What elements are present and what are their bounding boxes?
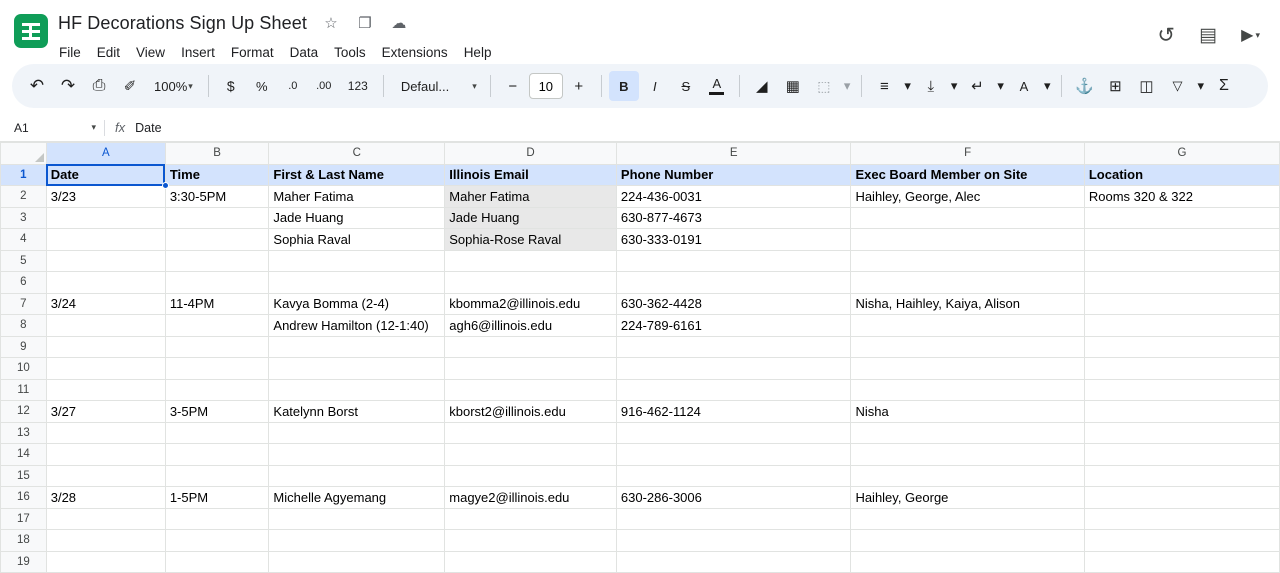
chevron-down-icon[interactable]: ▾ xyxy=(904,78,911,93)
row-header-3[interactable]: 3 xyxy=(1,207,47,229)
text-rotation-icon[interactable]: A xyxy=(1019,78,1029,94)
cell[interactable] xyxy=(269,358,445,380)
cell[interactable] xyxy=(616,444,851,466)
menu-help[interactable]: Help xyxy=(463,45,492,60)
cell[interactable] xyxy=(269,551,445,573)
increase-font-size-button[interactable]: + xyxy=(574,77,584,95)
cell[interactable] xyxy=(165,551,269,573)
cell[interactable] xyxy=(165,336,269,358)
row-header-5[interactable]: 5 xyxy=(1,250,47,272)
table-row xyxy=(1,465,1280,487)
row-header-14[interactable]: 14 xyxy=(1,444,47,466)
cell[interactable]: Nisha xyxy=(851,401,1084,423)
cell[interactable] xyxy=(445,336,617,358)
text-color-letter: A xyxy=(712,76,722,91)
header-cell[interactable]: Phone Number xyxy=(616,164,851,186)
borders-icon[interactable]: ▦ xyxy=(785,78,800,95)
cell[interactable] xyxy=(46,250,165,272)
insert-comment-icon[interactable]: ⊞ xyxy=(1109,78,1122,95)
cell[interactable] xyxy=(46,508,165,530)
header-cell[interactable]: Date xyxy=(46,164,165,186)
functions-icon[interactable]: Σ xyxy=(1219,77,1229,94)
title-bar xyxy=(0,0,1280,64)
table-row xyxy=(1,358,1280,380)
column-header-row xyxy=(1,143,1280,165)
chevron-down-icon: ▾ xyxy=(91,122,96,132)
row-header-9[interactable]: 9 xyxy=(1,336,47,358)
cell[interactable]: 3/27 xyxy=(46,401,165,423)
divider xyxy=(601,75,602,97)
column-header-d[interactable]: D xyxy=(445,143,617,165)
menu-file[interactable]: File xyxy=(59,45,81,60)
header-cell[interactable]: First & Last Name xyxy=(269,164,445,186)
menu-insert[interactable]: Insert xyxy=(181,45,215,60)
cell[interactable] xyxy=(616,379,851,401)
cell[interactable] xyxy=(1084,293,1279,315)
cell[interactable]: 3/23 xyxy=(46,186,165,208)
cell[interactable] xyxy=(851,207,1084,229)
cell[interactable] xyxy=(616,551,851,573)
table-row xyxy=(1,487,1280,509)
google-sheets-logo[interactable] xyxy=(14,14,48,48)
divider xyxy=(208,75,209,97)
table-row xyxy=(1,444,1280,466)
cell[interactable]: Sophia-Rose Raval xyxy=(445,229,617,251)
cell[interactable] xyxy=(1084,444,1279,466)
row-header-6[interactable]: 6 xyxy=(1,272,47,294)
cell[interactable] xyxy=(445,551,617,573)
table-row xyxy=(1,315,1280,337)
cell[interactable] xyxy=(1084,358,1279,380)
column-header-e[interactable]: E xyxy=(616,143,851,165)
cell[interactable] xyxy=(851,379,1084,401)
cell[interactable] xyxy=(445,508,617,530)
cell[interactable] xyxy=(46,444,165,466)
chevron-down-icon[interactable]: ▾ xyxy=(1043,78,1051,93)
currency-format-button[interactable]: $ xyxy=(226,78,235,94)
cell[interactable]: 3-5PM xyxy=(165,401,269,423)
cell[interactable] xyxy=(46,272,165,294)
table-row xyxy=(1,186,1280,208)
row-header-19[interactable]: 19 xyxy=(1,551,47,573)
toolbar xyxy=(12,64,1268,108)
cell[interactable]: kborst2@illinois.edu xyxy=(445,401,617,423)
italic-button[interactable]: I xyxy=(653,78,657,94)
cell[interactable] xyxy=(1084,508,1279,530)
cell[interactable] xyxy=(851,444,1084,466)
cell[interactable] xyxy=(1084,422,1279,444)
cell[interactable] xyxy=(445,465,617,487)
cell[interactable]: Andrew Hamilton (12-1:40) xyxy=(269,315,445,337)
row-header-12[interactable]: 12 xyxy=(1,401,47,423)
cell[interactable]: Katelynn Borst xyxy=(269,401,445,423)
cell[interactable] xyxy=(46,422,165,444)
select-all-corner[interactable] xyxy=(1,143,47,165)
cell[interactable]: Haihley, George, Alec xyxy=(851,186,1084,208)
cell[interactable] xyxy=(165,422,269,444)
cell[interactable] xyxy=(1084,207,1279,229)
menu-view[interactable]: View xyxy=(136,45,166,60)
row-header-17[interactable]: 17 xyxy=(1,508,47,530)
chevron-down-icon[interactable]: ▾ xyxy=(997,78,1004,93)
cell[interactable] xyxy=(445,358,617,380)
increase-decimal-button[interactable]: .00 xyxy=(316,80,332,92)
header-cell[interactable]: Location xyxy=(1084,164,1279,186)
cell[interactable]: 224-789-6161 xyxy=(616,315,851,337)
cell[interactable] xyxy=(851,250,1084,272)
cell[interactable] xyxy=(46,551,165,573)
cell[interactable] xyxy=(46,229,165,251)
cell[interactable] xyxy=(445,272,617,294)
insert-chart-icon[interactable]: ◫ xyxy=(1139,78,1154,95)
table-row xyxy=(1,379,1280,401)
cell[interactable] xyxy=(165,315,269,337)
chevron-down-icon: ▾ xyxy=(188,80,193,91)
cell[interactable] xyxy=(165,465,269,487)
video-camera-icon: ▶ xyxy=(1241,27,1254,44)
cell[interactable] xyxy=(616,422,851,444)
title-block xyxy=(58,8,1147,63)
chevron-down-icon: ▾ xyxy=(472,80,477,91)
sheet-table xyxy=(0,142,1280,573)
cell[interactable] xyxy=(1084,229,1279,251)
cell[interactable]: 630-877-4673 xyxy=(616,207,851,229)
cell[interactable] xyxy=(269,444,445,466)
cell[interactable]: 11-4PM xyxy=(165,293,269,315)
cell[interactable] xyxy=(1084,530,1279,552)
row-header-18[interactable]: 18 xyxy=(1,530,47,552)
cell[interactable] xyxy=(1084,401,1279,423)
cell[interactable] xyxy=(269,250,445,272)
cell[interactable] xyxy=(851,315,1084,337)
cell[interactable] xyxy=(165,379,269,401)
cell[interactable]: Maher Fatima xyxy=(269,186,445,208)
divider xyxy=(490,75,491,97)
cell[interactable] xyxy=(165,444,269,466)
cell[interactable] xyxy=(165,229,269,251)
cell[interactable] xyxy=(851,530,1084,552)
table-row xyxy=(1,250,1280,272)
row-header-16[interactable]: 16 xyxy=(1,487,47,509)
title-row xyxy=(58,8,1147,38)
cell[interactable] xyxy=(1084,465,1279,487)
menu-tools[interactable]: Tools xyxy=(334,45,366,60)
table-row xyxy=(1,272,1280,294)
cell[interactable]: 630-333-0191 xyxy=(616,229,851,251)
cell[interactable]: Jade Huang xyxy=(445,207,617,229)
header-cell[interactable]: Exec Board Member on Site xyxy=(851,164,1084,186)
column-header-b[interactable]: B xyxy=(165,143,269,165)
cell[interactable] xyxy=(269,272,445,294)
cell[interactable] xyxy=(616,336,851,358)
row-header-13[interactable]: 13 xyxy=(1,422,47,444)
chevron-down-icon[interactable]: ▾ xyxy=(843,78,851,93)
cell[interactable] xyxy=(165,272,269,294)
cell[interactable] xyxy=(445,379,617,401)
print-icon[interactable]: ⎙ xyxy=(92,77,106,94)
cell[interactable] xyxy=(445,422,617,444)
text-wrap-icon[interactable]: ↵ xyxy=(971,78,984,95)
cell[interactable] xyxy=(165,358,269,380)
column-header-c[interactable]: C xyxy=(269,143,445,165)
font-name: Defaul... xyxy=(400,78,450,94)
cell[interactable]: 630-286-3006 xyxy=(616,487,851,509)
cell[interactable]: 916-462-1124 xyxy=(616,401,851,423)
header-cell[interactable]: Illinois Email xyxy=(445,164,617,186)
fill-color-icon[interactable]: ◢ xyxy=(756,78,768,95)
divider xyxy=(739,75,740,97)
cell[interactable]: Sophia Raval xyxy=(269,229,445,251)
table-row xyxy=(1,336,1280,358)
cell[interactable] xyxy=(851,272,1084,294)
text-color-button[interactable] xyxy=(702,71,732,101)
font-selector[interactable] xyxy=(391,71,483,101)
decrease-font-size-button[interactable]: − xyxy=(508,77,518,95)
cell[interactable] xyxy=(269,530,445,552)
cell[interactable]: magye2@illinois.edu xyxy=(445,487,617,509)
cell[interactable] xyxy=(269,508,445,530)
cell[interactable] xyxy=(616,250,851,272)
table-row xyxy=(1,530,1280,552)
cell[interactable]: 3:30-5PM xyxy=(165,186,269,208)
cell[interactable]: 224-436-0031 xyxy=(616,186,851,208)
cell[interactable]: 3/28 xyxy=(46,487,165,509)
star-icon[interactable]: ☆ xyxy=(324,14,338,32)
table-row xyxy=(1,551,1280,573)
cell[interactable] xyxy=(851,422,1084,444)
column-header-g[interactable]: G xyxy=(1084,143,1279,165)
redo-button[interactable]: ↷ xyxy=(60,76,76,95)
column-header-a[interactable]: A xyxy=(46,143,165,165)
row-header-10[interactable]: 10 xyxy=(1,358,47,380)
cell[interactable] xyxy=(445,444,617,466)
cell[interactable] xyxy=(851,508,1084,530)
cell[interactable] xyxy=(46,465,165,487)
version-history-icon[interactable]: ↺ xyxy=(1157,23,1175,47)
undo-button[interactable]: ↶ xyxy=(29,76,45,95)
row-header-15[interactable]: 15 xyxy=(1,465,47,487)
column-header-f[interactable]: F xyxy=(851,143,1084,165)
menu-data[interactable]: Data xyxy=(289,45,319,60)
divider xyxy=(383,75,384,97)
row-header-1[interactable]: 1 xyxy=(1,164,47,186)
percent-format-button[interactable]: % xyxy=(256,78,268,94)
page-title[interactable]: HF Decorations Sign Up Sheet xyxy=(58,12,307,33)
table-row xyxy=(1,508,1280,530)
row-header-4[interactable]: 4 xyxy=(1,229,47,251)
horizontal-align-icon[interactable]: ≡ xyxy=(879,77,889,95)
cell[interactable] xyxy=(165,207,269,229)
cell[interactable] xyxy=(445,530,617,552)
zoom-selector[interactable] xyxy=(146,71,201,101)
cell[interactable]: kbomma2@illinois.edu xyxy=(445,293,617,315)
cell[interactable] xyxy=(269,465,445,487)
cell[interactable] xyxy=(46,336,165,358)
paint-format-icon[interactable]: ✐ xyxy=(123,78,137,95)
header-cell[interactable]: Time xyxy=(165,164,269,186)
cell[interactable]: Haihley, George xyxy=(851,487,1084,509)
cell[interactable] xyxy=(851,358,1084,380)
row-header-7[interactable]: 7 xyxy=(1,293,47,315)
bold-button[interactable]: B xyxy=(609,71,639,101)
name-box-value: A1 xyxy=(14,120,29,135)
cell[interactable] xyxy=(46,358,165,380)
filter-icon[interactable]: ▽ xyxy=(1172,78,1183,93)
menu-edit[interactable]: Edit xyxy=(96,45,121,60)
vertical-align-icon[interactable]: ⤓ xyxy=(927,77,935,95)
fx-icon: fx xyxy=(115,120,126,135)
join-meet-button[interactable] xyxy=(1231,17,1266,53)
cell[interactable] xyxy=(165,250,269,272)
row-header-8[interactable]: 8 xyxy=(1,315,47,337)
cell[interactable] xyxy=(616,508,851,530)
formula-input[interactable]: Date xyxy=(135,120,162,135)
menu-bar xyxy=(52,42,1147,63)
merge-cells-icon[interactable]: ⬚ xyxy=(817,77,831,94)
cell[interactable] xyxy=(269,379,445,401)
cell[interactable] xyxy=(851,336,1084,358)
cell[interactable] xyxy=(46,315,165,337)
cell[interactable] xyxy=(269,336,445,358)
move-folder-icon[interactable]: ❐ xyxy=(358,14,372,32)
divider xyxy=(1061,75,1062,97)
insert-link-icon[interactable]: ⚓ xyxy=(1075,78,1094,95)
cell[interactable] xyxy=(1084,315,1279,337)
zoom-level: 100% xyxy=(154,78,188,94)
cell[interactable]: Rooms 320 & 322 xyxy=(1084,186,1279,208)
table-row xyxy=(1,229,1280,251)
table-row xyxy=(1,422,1280,444)
cell[interactable] xyxy=(616,465,851,487)
cell[interactable] xyxy=(1084,336,1279,358)
table-row xyxy=(1,401,1280,423)
row-header-11[interactable]: 11 xyxy=(1,379,47,401)
cell[interactable]: 1-5PM xyxy=(165,487,269,509)
cell[interactable] xyxy=(46,530,165,552)
cell[interactable]: 3/24 xyxy=(46,293,165,315)
name-box[interactable] xyxy=(0,114,104,141)
comment-history-icon[interactable]: ▤ xyxy=(1199,24,1218,46)
cell[interactable] xyxy=(445,250,617,272)
selection-handle[interactable] xyxy=(162,182,169,189)
cell[interactable] xyxy=(165,530,269,552)
cell[interactable] xyxy=(616,358,851,380)
row-header-2[interactable]: 2 xyxy=(1,186,47,208)
cell[interactable] xyxy=(46,207,165,229)
cell[interactable]: Jade Huang xyxy=(269,207,445,229)
formula-bar xyxy=(0,114,1280,142)
table-row xyxy=(1,207,1280,229)
decrease-decimal-button[interactable]: .0 xyxy=(288,80,298,92)
cell[interactable] xyxy=(1084,551,1279,573)
cell[interactable] xyxy=(1084,487,1279,509)
font-size-input[interactable]: 10 xyxy=(529,73,563,99)
spreadsheet-grid[interactable] xyxy=(0,142,1280,568)
cell[interactable] xyxy=(1084,379,1279,401)
cell[interactable]: Maher Fatima xyxy=(445,186,617,208)
table-row xyxy=(1,164,1280,186)
cell[interactable]: Kavya Bomma (2-4) xyxy=(269,293,445,315)
cell[interactable] xyxy=(46,379,165,401)
menu-extensions[interactable]: Extensions xyxy=(381,45,448,60)
cell[interactable]: Michelle Agyemang xyxy=(269,487,445,509)
chevron-down-icon[interactable]: ▾ xyxy=(950,78,958,93)
cell[interactable]: 630-362-4428 xyxy=(616,293,851,315)
text-color-icon xyxy=(709,77,724,95)
cell[interactable] xyxy=(1084,250,1279,272)
cell[interactable] xyxy=(616,530,851,552)
cell[interactable] xyxy=(851,551,1084,573)
strikethrough-button[interactable]: S xyxy=(681,78,691,94)
cell[interactable] xyxy=(616,272,851,294)
cell[interactable]: Nisha, Haihley, Kaiya, Alison xyxy=(851,293,1084,315)
cell[interactable] xyxy=(1084,272,1279,294)
cell[interactable]: agh6@illinois.edu xyxy=(445,315,617,337)
cell[interactable] xyxy=(851,465,1084,487)
cell[interactable] xyxy=(165,508,269,530)
chevron-down-icon[interactable]: ▾ xyxy=(1197,78,1204,93)
cell[interactable] xyxy=(851,229,1084,251)
cloud-saved-icon[interactable]: ☁ xyxy=(391,14,407,32)
top-right-actions xyxy=(1147,16,1266,54)
menu-format[interactable]: Format xyxy=(230,45,274,60)
chevron-down-icon: ▾ xyxy=(1255,29,1260,40)
cell[interactable] xyxy=(269,422,445,444)
divider xyxy=(861,75,862,97)
table-row xyxy=(1,293,1280,315)
more-formats-button[interactable]: 123 xyxy=(347,79,368,93)
